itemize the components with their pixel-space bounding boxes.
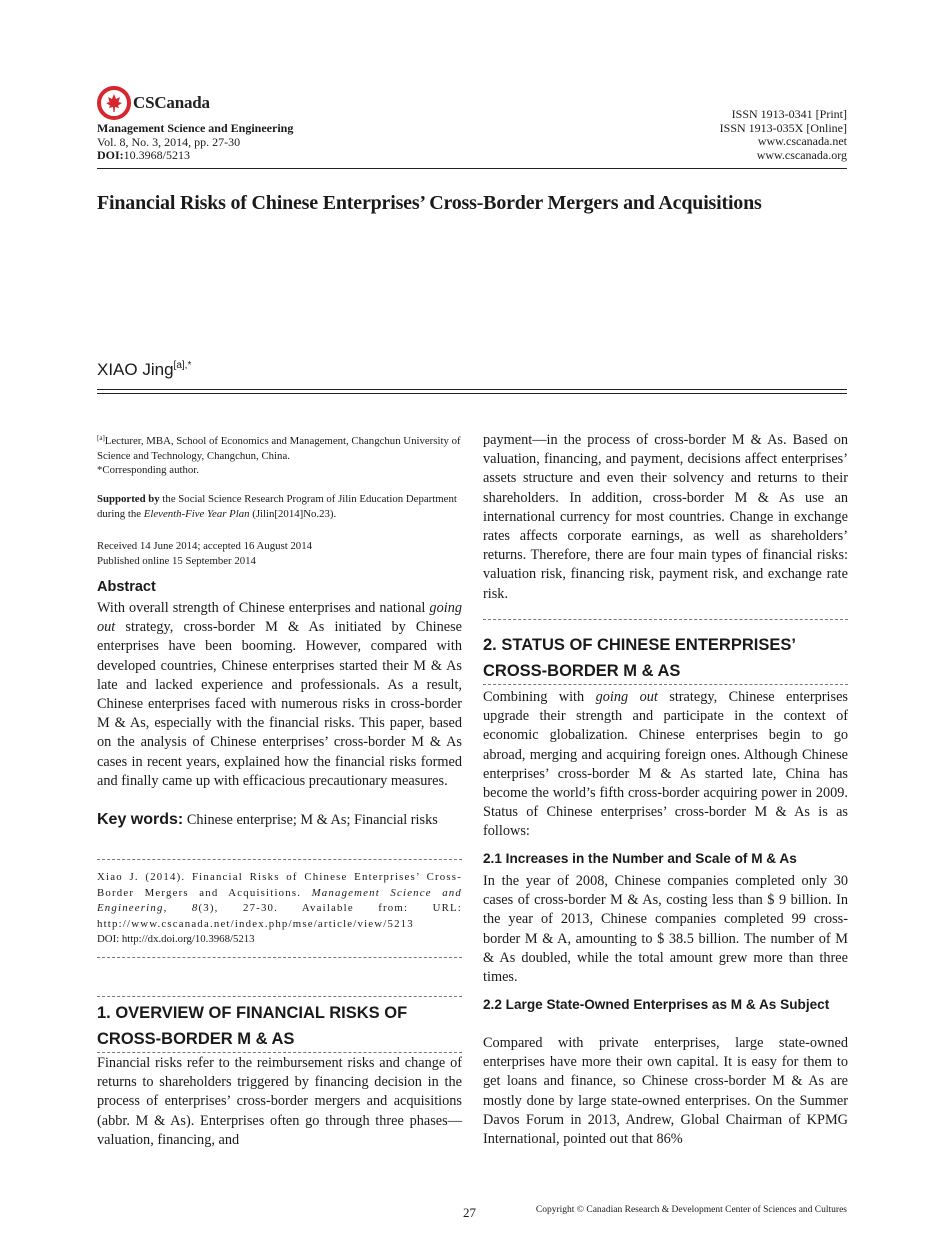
affiliation-mark: [a] [97, 434, 105, 442]
section-2-2-paragraph: Compared with private enterprises, large state-owned enterprises have more their own capital. It is easy for them to get loans and finance, so Chinese cross-border M & As are mostly done by large state-owned enterprises. On the Summer Davos Forum in 2013, Andrew, Global Chairman of KPMG International, pointed out that 86% [483, 1035, 848, 1148]
abstract-part-2: strategy, cross-border M & As initiated by Chinese enterprises have been booming. However, compared with developed countries, Chinese enterprises started their M & As late and lacked experience and professionals. As a result, Chinese enterprises faced with numerous risks in cross-border M & As, especially with the financial risks. This paper, based on the analysis of Chinese enterprises’ cross-border M & As cases in recent years, explained how the financial risks formed and finally came up with efficacious precautionary measures. [97, 619, 462, 789]
doi-label: DOI: [97, 148, 124, 162]
citation-bottom-rule [97, 957, 462, 958]
author-rule [97, 389, 847, 394]
section-2-heading-line-1: 2. STATUS OF CHINESE ENTERPRISES’ [483, 636, 796, 654]
citation-part-3[interactable]: (3), 27-30. Available from: URL: http://www.cscanada.net/index.php/mse/article/view/5213 [97, 902, 462, 930]
author-line [97, 360, 191, 380]
affiliation-text: Lecturer, MBA, School of Economics and Management, Changchun University of Science and Technology, Changchun, China. [97, 435, 461, 462]
page-number: 27 [463, 1205, 476, 1220]
section-1-heading [97, 1000, 462, 1053]
journal-info [97, 122, 293, 163]
issn-info [720, 108, 847, 162]
section-1-top-rule [97, 996, 462, 997]
section-2-part-1: Combining with [483, 689, 596, 705]
doi-line [97, 149, 293, 163]
section-2-1-heading: 2.1 Increases in the Number and Scale of M & As [483, 851, 797, 866]
website-link-net[interactable]: www.cscanada.net [757, 134, 847, 148]
author-name: XIAO Jing [97, 360, 174, 379]
citation-part-1: Xiao J. (2014). Financial Risks of Chinese Enterprises’ Cross-Border Mergers and Acquisitions. [97, 871, 462, 899]
citation-block [97, 870, 462, 948]
author-affiliation-mark: [a],* [173, 360, 192, 371]
citation-part-2: , [163, 902, 192, 914]
section-2-heading [483, 632, 848, 685]
copyright-notice: Copyright © Canadian Research & Development Center of Sciences and Cultures [535, 1205, 847, 1215]
section-1-paragraph-continued: payment—in the process of cross-border M & As. Based on valuation, financing, and payment, decisions affect enterprises’ assets structure and even their solvency and returns to their shareholders. In addition, cross-border M & As use an international currency for most countries. Change in exchange rates affects corporate earnings, as well as shareholders’ returns. Therefore, there are four main types of financial risks: valuation risk, financing risk, payment risk, and exchange rate risk. [483, 432, 848, 602]
section-2-2-heading: 2.2 Large State-Owned Enterprises as M & As Subject [483, 997, 830, 1012]
section-2-part-2: strategy, Chinese enterprises upgrade their strength and participate in the context of economic globalization. Chinese enterprises begin to go abroad, merging and acquiring foreign ones. Although Chinese enterprises’ cross-border M & As started late, China has become the world’s fifth cross-border acquiring power in 2009. Status of Chinese enterprises’ cross-border M & As is as follows: [483, 689, 848, 840]
doi-value[interactable]: 10.3968/5213 [123, 148, 191, 162]
abstract-text [97, 599, 462, 791]
abstract-part-1: With overall strength of Chinese enterprises and national [97, 600, 430, 616]
dates-block [97, 539, 462, 568]
header-rule [97, 168, 847, 169]
affiliation-block [97, 431, 462, 478]
section-2-italic: going out [595, 689, 658, 705]
abstract-heading: Abstract [97, 579, 156, 595]
section-2-top-rule [483, 619, 848, 620]
abstract-italic: going out [97, 600, 462, 636]
citation-journal: Management Science and Engineering [97, 886, 462, 914]
keywords-text: Chinese enterprise; M & As; Financial risks [183, 812, 438, 828]
citation-doi[interactable]: DOI: http://dx.doi.org/10.3968/5213 [97, 933, 255, 945]
supported-text-2: (Jilin[2014]No.23). [249, 507, 337, 520]
issn-online: ISSN 1913-035X [Online] [719, 120, 847, 135]
citation-volume: 8 [191, 902, 199, 914]
received-date: Received 14 June 2014; accepted 16 August 2014 [97, 540, 312, 552]
citation-top-rule [97, 859, 462, 860]
volume-info: Vol. 8, No. 3, 2014, pp. 27-30 [97, 134, 241, 149]
corresponding-author: *Corresponding author. [97, 464, 199, 476]
supported-text-1: the Social Science Research Program of Jilin Education Department during the [97, 493, 457, 520]
section-1-paragraph: Financial risks refer to the reimbursement risks and change of returns to shareholders triggered by financing decision in the process of enterprises’ cross-border mergers and acquisitions (abbr. M & As). Enterprises often go through three phases—valuation, financing, and [97, 1055, 462, 1148]
section-1-heading-line-2: CROSS-BORDER M & AS [97, 1026, 462, 1053]
publisher-logo [97, 86, 210, 120]
published-date: Published online 15 September 2014 [97, 554, 256, 567]
section-2-1-paragraph: In the year of 2008, Chinese companies completed only 30 cases of cross-border M & As, costing less than $ 9 billion. In the year of 2013, Chinese companies completed 99 cross-border M & A, amounting to $ 38.5 billion. The number of M & As doubled, while the total amount grew more than three times. [483, 873, 848, 986]
affiliation [97, 431, 462, 463]
section-2-heading-line-2: CROSS-BORDER M & AS [483, 658, 848, 685]
article-title: Financial Risks of Chinese Enterprises’ Cross-Border Mergers and Acquisitions [97, 192, 762, 214]
supported-label: Supported by [97, 493, 160, 505]
section-2-paragraph [483, 688, 848, 842]
supported-plan: Eleventh-Five Year Plan [143, 507, 250, 520]
section-1-heading-line-1: 1. OVERVIEW OF FINANCIAL RISKS OF [97, 1004, 408, 1022]
keywords [97, 810, 462, 830]
website-link-org[interactable]: www.cscanada.org [756, 147, 847, 162]
journal-name: Management Science and Engineering [97, 121, 294, 135]
issn-print: ISSN 1913-0341 [Print] [731, 107, 847, 121]
keywords-label: Key words: [97, 811, 184, 828]
maple-leaf-logo-icon [97, 86, 131, 120]
publisher-name: CSCanada [133, 93, 210, 112]
funding-block [97, 492, 462, 521]
